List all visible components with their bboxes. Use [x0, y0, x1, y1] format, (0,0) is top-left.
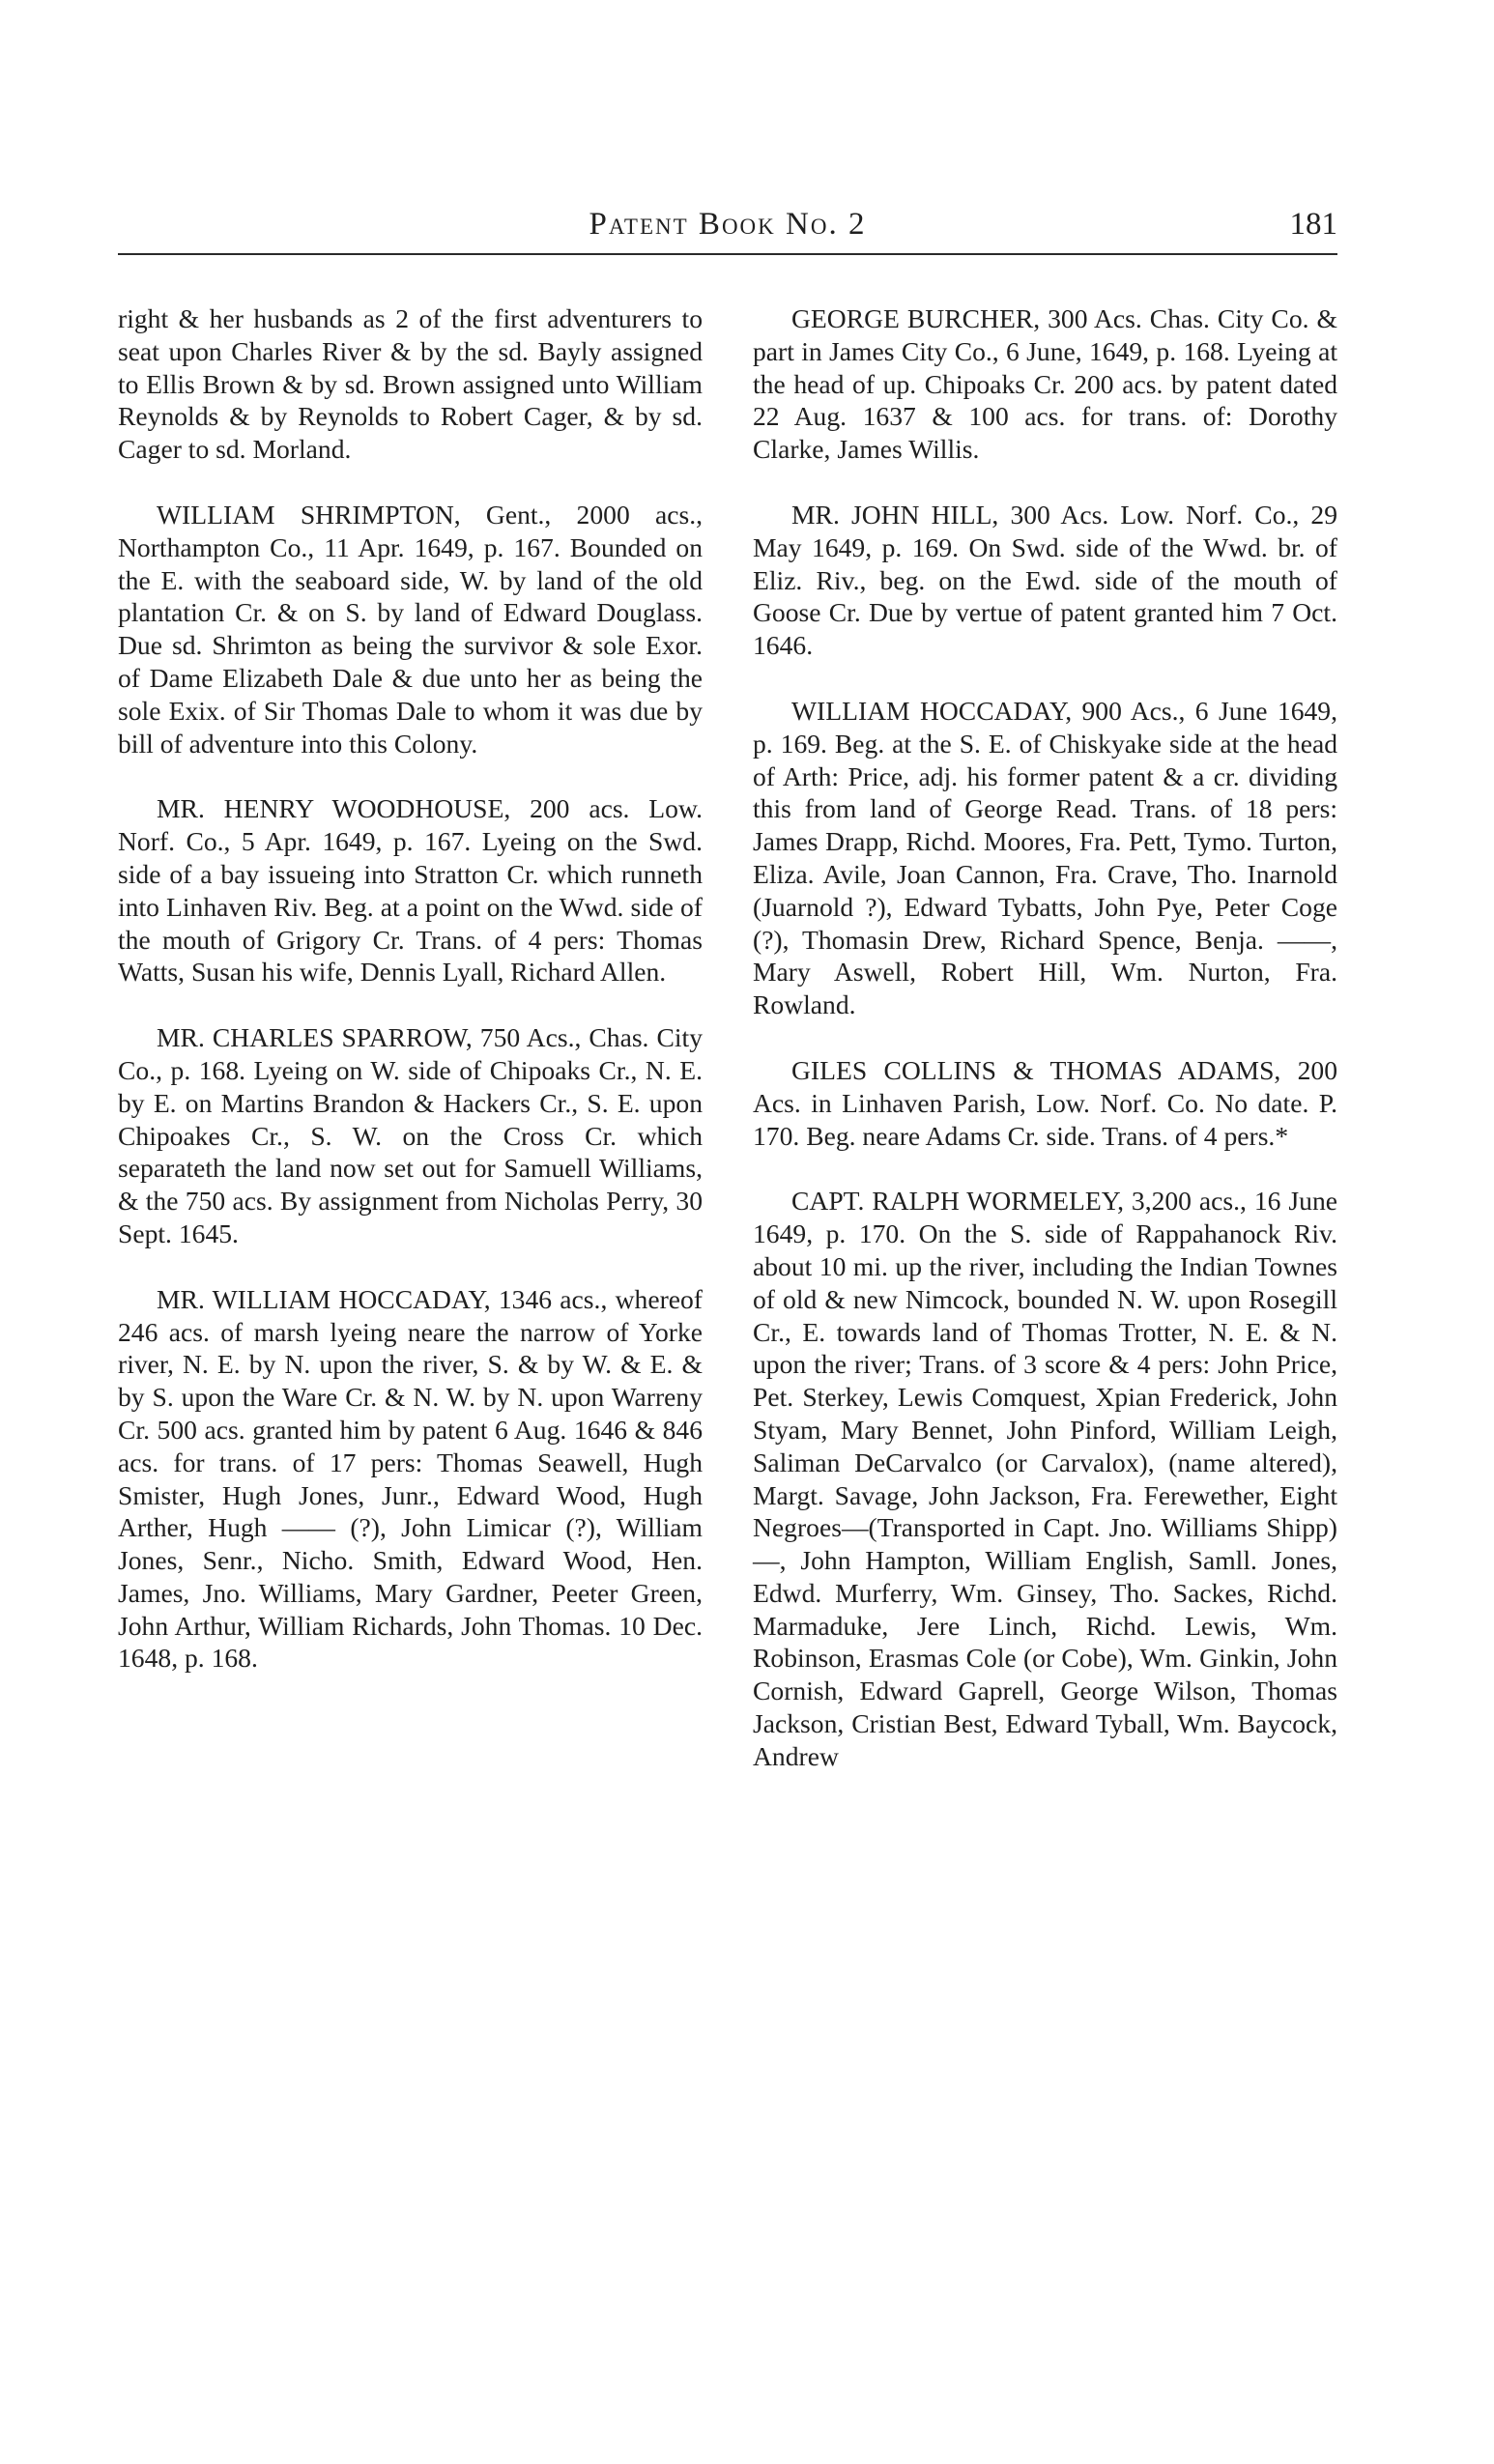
header-rule [118, 253, 1337, 255]
patent-entry-charles-sparrow: MR. CHARLES SPARROW, 750 Acs., Chas. City Co., p. 168. Lyeing on W. side of Chipoaks Cr., N. E. by E. on Martins Brandon & Hackers Cr., S. E. upon Chipoakes Cr., S. W. on the Cross Cr. which separateth the land now set out for Samuell Williams, & the 750 acs. By assignment from Nicholas Perry, 30 Sept. 1645. [118, 1022, 703, 1248]
patent-entry-william-hoccaday-1346: MR. WILLIAM HOCCADAY, 1346 acs., whereof 246 acs. of marsh lyeing neare the narrow of Yorke river, N. E. by N. upon the river, S. & by W. & E. & by S. upon the Ware Cr. & N. W. by N. upon Warreny Cr. 500 acs. granted him by patent 6 Aug. 1646 & 846 acs. for trans. of 17 pers: Thomas Seawell, Hugh Smister, Hugh Jones, Junr., Edward Wood, Hugh Arther, Hugh —— (?), John Limicar (?), William Jones, Senr., Nicho. Smith, Edward Wood, Hen. James, Jno. Williams, Mary Gardner, Peeter Green, John Arthur, William Richards, John Thomas. 10 Dec. 1648, p. 168. [118, 1283, 703, 1674]
patent-entry-george-burcher: GEORGE BURCHER, 300 Acs. Chas. City Co. & part in James City Co., 6 June, 1649, p. 168. Lyeing at the head of up. Chipoaks Cr. 200 acs. by patent dated 22 Aug. 1637 & 100 acs. for trans. of: Dorothy Clarke, James Willis. [753, 303, 1337, 465]
left-column [118, 302, 703, 1707]
patent-entry-william-hoccaday-900: WILLIAM HOCCADAY, 900 Acs., 6 June 1649, p. 169. Beg. at the S. E. of Chiskyake side at the head of Arth: Price, adj. his former patent & a cr. dividing this from land of George Read. Trans. of 18 pers: James Drapp, Richd. Moores, Fra. Pett, Tymo. Turton, Eliza. Avile, Joan Cannon, Fra. Crave, Tho. Inarnold (Juarnold ?), Edward Tybatts, John Pye, Peter Coge (?), Thomasin Drew, Richard Spence, Benja. ——, Mary Aswell, Robert Hill, Wm. Nurton, Fra. Rowland. [753, 695, 1337, 1020]
patent-entry-john-hill: MR. JOHN HILL, 300 Acs. Low. Norf. Co., 29 May 1649, p. 169. On Swd. side of the Wwd. br. of Eliz. Riv., beg. on the Ewd. side of the mouth of Goose Cr. Due by vertue of patent granted him 7 Oct. 1646. [753, 499, 1337, 661]
patent-entry-continuation: right & her husbands as 2 of the first adventurers to seat upon Charles River & by the sd. Bayly assigned to Ellis Brown & by sd. Brown assigned unto William Reynolds & by Reynolds to Robert Cager, & by sd. Cager to sd. Morland. [118, 303, 703, 465]
patent-entry-william-shrimpton: WILLIAM SHRIMPTON, Gent., 2000 acs., Northampton Co., 11 Apr. 1649, p. 167. Bounded on the E. with the seaboard side, W. by land of the old plantation Cr. & on S. by land of Edward Douglass. Due sd. Shrimton as being the survivor & sole Exor. of Dame Elizabeth Dale & due unto her as being the sole Exix. of Sir Thomas Dale to whom it was due by bill of adventure into this Colony. [118, 499, 703, 759]
patent-entry-collins-adams: GILES COLLINS & THOMAS ADAMS, 200 Acs. in Linhaven Parish, Low. Norf. Co. No date. P. 170. Beg. neare Adams Cr. side. Trans. of 4 pers.* [753, 1054, 1337, 1151]
running-head [118, 199, 1337, 249]
right-column [753, 302, 1337, 1806]
page-number: 181 [1289, 207, 1337, 242]
page-header-title: Patent Book No. 2 [589, 207, 867, 242]
patent-entry-henry-woodhouse: MR. HENRY WOODHOUSE, 200 acs. Low. Norf. Co., 5 Apr. 1649, p. 167. Lyeing on the Swd. side of a bay issueing into Stratton Cr. which runneth into Linhaven Riv. Beg. at a point on the Wwd. side of the mouth of Grigory Cr. Trans. of 4 pers: Thomas Watts, Susan his wife, Dennis Lyall, Richard Allen. [118, 793, 703, 988]
patent-entry-ralph-wormeley: CAPT. RALPH WORMELEY, 3,200 acs., 16 June 1649, p. 170. On the S. side of Rappahanock Riv. about 10 mi. up the river, including the Indian Townes of old & new Nimcock, bounded N. W. upon Rosegill Cr., E. towards land of Thomas Trotter, N. E. & N. upon the river; Trans. of 3 score & 4 pers: John Price, Pet. Sterkey, Lewis Comquest, Xpian Frederick, John Styam, Mary Bennet, John Pinford, William Leigh, Saliman DeCarvalco (or Carvalox), (name altered), Margt. Savage, John Jackson, Fra. Ferewether, Eight Negroes—(Transported in Capt. Jno. Williams Shipp)—, John Hampton, William English, Samll. Jones, Edwd. Murferry, Wm. Ginsey, Tho. Sackes, Richd. Marmaduke, Jere Linch, Richd. Lewis, Wm. Robinson, Erasmas Cole (or Cobe), Wm. Ginkin, John Cornish, Edward Gaprell, George Wilson, Thomas Jackson, Cristian Best, Edward Tyball, Wm. Baycock, Andrew [753, 1186, 1337, 1771]
